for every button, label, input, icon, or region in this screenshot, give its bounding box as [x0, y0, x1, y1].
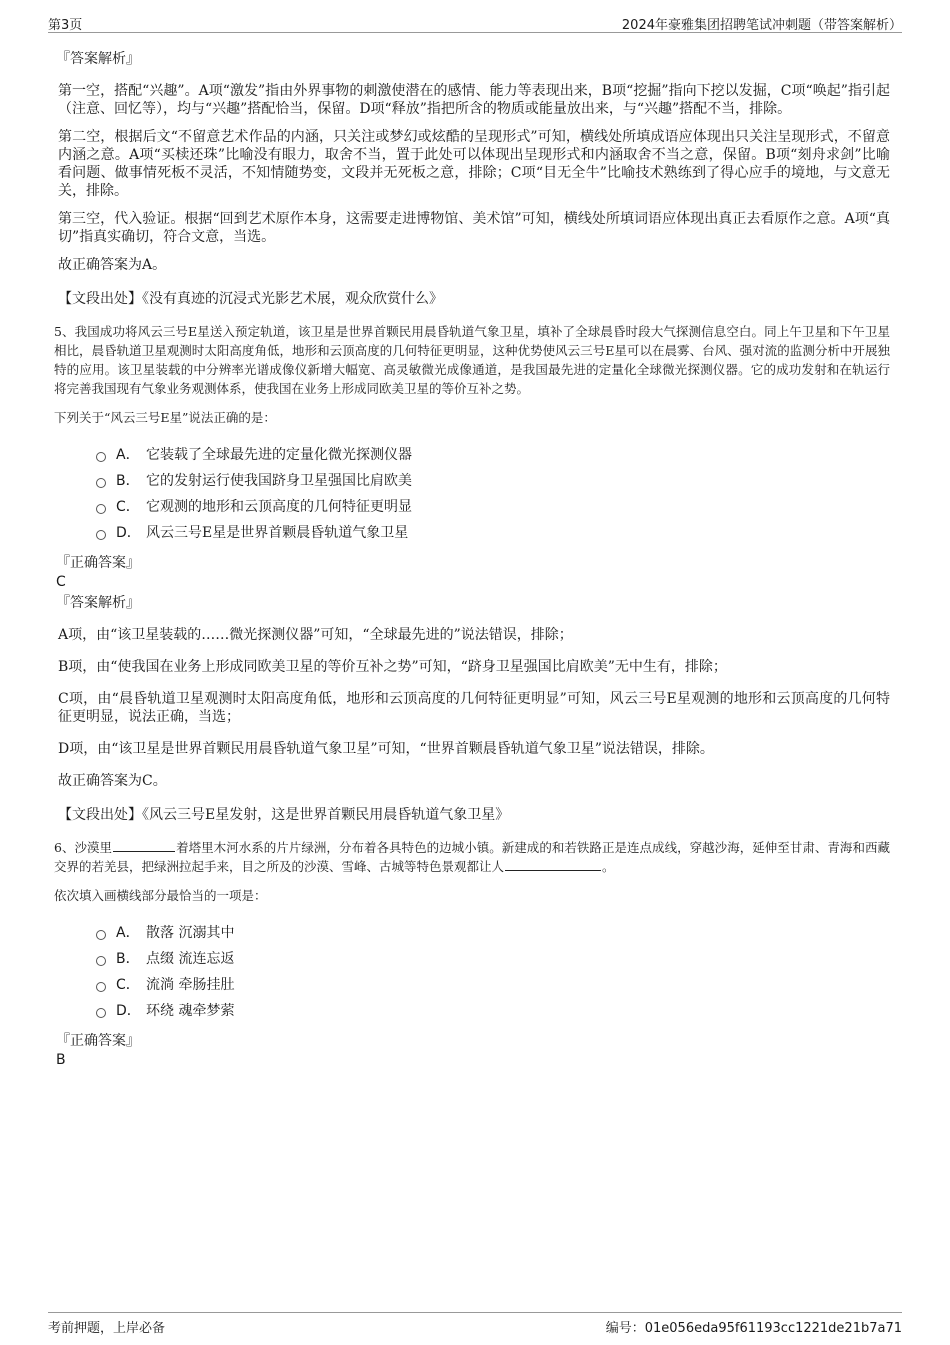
question-6: [56, 838, 890, 1068]
q6-answer: B: [56, 1052, 66, 1068]
q5-prompt: 下列关于“风云三号E星”说法正确的是：: [54, 410, 276, 425]
q5-answer-label: 『正确答案』: [56, 555, 140, 571]
q5-text: 5、我国成功将风云三号E星送入预定轨道，该卫星是世界首颗民用晨昏轨道气象卫星，填补了全球晨昏时段大气探测信息空白。同上午卫星和下午卫星相比，晨昏轨道卫星观测时太阳高度角低，地形和云顶高度的几何特征更明显，这种优势使风云三号E星可以在晨雾、台风、强对流的监测分析中开展独特的应用。该卫星装载的中分辨率光谱成像仪新增大幅宽、高灵敏微光成像通道，是我国最先进的定量化全球微光探测仪器。它的成功发射和在轨运行将完善我国现有气象业务观测体系，使我国在业务上形成同欧美卫星的等价互补之势。: [54, 324, 890, 396]
q6-text: 6、沙漠里 着塔里木河水系的片片绿洲，分布着各具特色的边城小镇。新建成的和若铁路正是连点成线，穿越沙海，延伸至甘肃、青海和西藏交界的若羌县，把绿洲拉起手来，目之所及的沙漠、雪峰、古城等特色景观都让人 。: [54, 840, 890, 874]
q5-option-d[interactable]: D． 风云三号E星是世界首颗晨昏轨道气象卫星: [96, 520, 890, 546]
question-5: [56, 322, 890, 824]
q6-answer-label: 『正确答案』: [56, 1033, 140, 1049]
q5-answer: C: [56, 574, 66, 590]
q4-source: 【文段出处】《没有真迹的沉浸式光影艺术展，观众欣赏什么》: [58, 291, 443, 307]
page-header: [48, 12, 902, 33]
radio-icon[interactable]: [96, 478, 106, 488]
q6-option-b[interactable]: B． 点缀 流连忘返: [96, 946, 890, 972]
q5-analysis-c: C项，由“晨昏轨道卫星观测时太阳高度角低，地形和云顶高度的几何特征更明显”可知，风云三号E星观测的地形和云顶高度的几何特征更明显，说法正确，当选；: [58, 691, 890, 725]
q6-prompt: 依次填入画横线部分最恰当的一项是：: [54, 888, 267, 903]
q5-analysis-a: A项，由“该卫星装载的……微光探测仪器”可知，“全球最先进的”说法错误，排除；: [58, 627, 573, 643]
q6-option-d[interactable]: D． 环绕 魂牵梦萦: [96, 998, 890, 1024]
radio-icon[interactable]: [96, 930, 106, 940]
q5-options: [96, 442, 890, 546]
radio-icon[interactable]: [96, 504, 106, 514]
footer-slogan: 考前押题，上岸必备: [48, 1321, 166, 1336]
document-title: 2024年豪雅集团招聘笔试冲刺题（带答案解析）: [621, 18, 902, 33]
q4-analysis-section: [56, 48, 890, 308]
q5-conclusion: 故正确答案为C。: [58, 773, 167, 789]
q6-option-c[interactable]: C． 流淌 牵肠挂肚: [96, 972, 890, 998]
page-content: [56, 40, 890, 1070]
q6-option-a[interactable]: A． 散落 沉溺其中: [96, 920, 890, 946]
q5-source: 【文段出处】《风云三号E星发射，这是世界首颗民用晨昏轨道气象卫星》: [58, 807, 510, 823]
q4-analysis-para-1: 第一空，搭配“兴趣”。A项“激发”指由外界事物的刺激使潜在的感情、能力等表现出来，B项“挖掘”指向下挖以发掘，C项“唤起”指引起（注意、回忆等），均与“兴趣”搭配恰当，保留。D项“释放”指把所含的物质或能量放出来，与“兴趣”搭配不当，排除。: [58, 83, 890, 117]
q5-option-a[interactable]: A． 它装载了全球最先进的定量化微光探测仪器: [96, 442, 890, 468]
fill-blank-1: [113, 839, 175, 852]
radio-icon[interactable]: [96, 982, 106, 992]
q4-analysis-para-3: 第三空，代入验证。根据“回到艺术原作本身，这需要走进博物馆、美术馆”可知，横线处所填词语应体现出真正去看原作之意。A项“真切”指真实确切，符合文意，当选。: [58, 211, 890, 245]
q5-option-b[interactable]: B． 它的发射运行使我国跻身卫星强国比肩欧美: [96, 468, 890, 494]
page-number: 第3页: [48, 18, 83, 33]
radio-icon[interactable]: [96, 530, 106, 540]
q5-option-c[interactable]: C． 它观测的地形和云顶高度的几何特征更明显: [96, 494, 890, 520]
document-code: 编号：01e056eda95f61193cc1221de21b7a71: [605, 1321, 902, 1336]
q5-analysis-b: B项，由“使我国在业务上形成同欧美卫星的等价互补之势”可知，“跻身卫星强国比肩欧美”无中生有，排除；: [58, 659, 727, 675]
radio-icon[interactable]: [96, 1008, 106, 1018]
q6-options: [96, 920, 890, 1024]
q5-analysis-d: D项，由“该卫星是世界首颗民用晨昏轨道气象卫星”可知，“世界首颗晨昏轨道气象卫星”说法错误，排除。: [58, 741, 714, 757]
q5-analysis-label: 『答案解析』: [56, 595, 140, 611]
radio-icon[interactable]: [96, 452, 106, 462]
page-footer: [48, 1312, 902, 1335]
q4-analysis-label: 『答案解析』: [56, 51, 140, 67]
fill-blank-2: [505, 858, 601, 871]
q4-conclusion: 故正确答案为A。: [58, 257, 167, 273]
radio-icon[interactable]: [96, 956, 106, 966]
q4-analysis-para-2: 第二空，根据后文“不留意艺术作品的内涵，只关注或梦幻或炫酷的呈现形式”可知，横线处所填成语应体现出只关注呈现形式，不留意内涵之意。A项“买椟还珠”比喻没有眼力，取舍不当，置于此处可以体现出呈现形式和内涵取舍不当之意，保留。B项“刻舟求剑”比喻看问题、做事情死板不灵活，不知情随势变，文段并无死板之意，排除；C项“目无全牛”比喻技术熟练到了得心应手的境地，与文意无关，排除。: [58, 129, 890, 199]
